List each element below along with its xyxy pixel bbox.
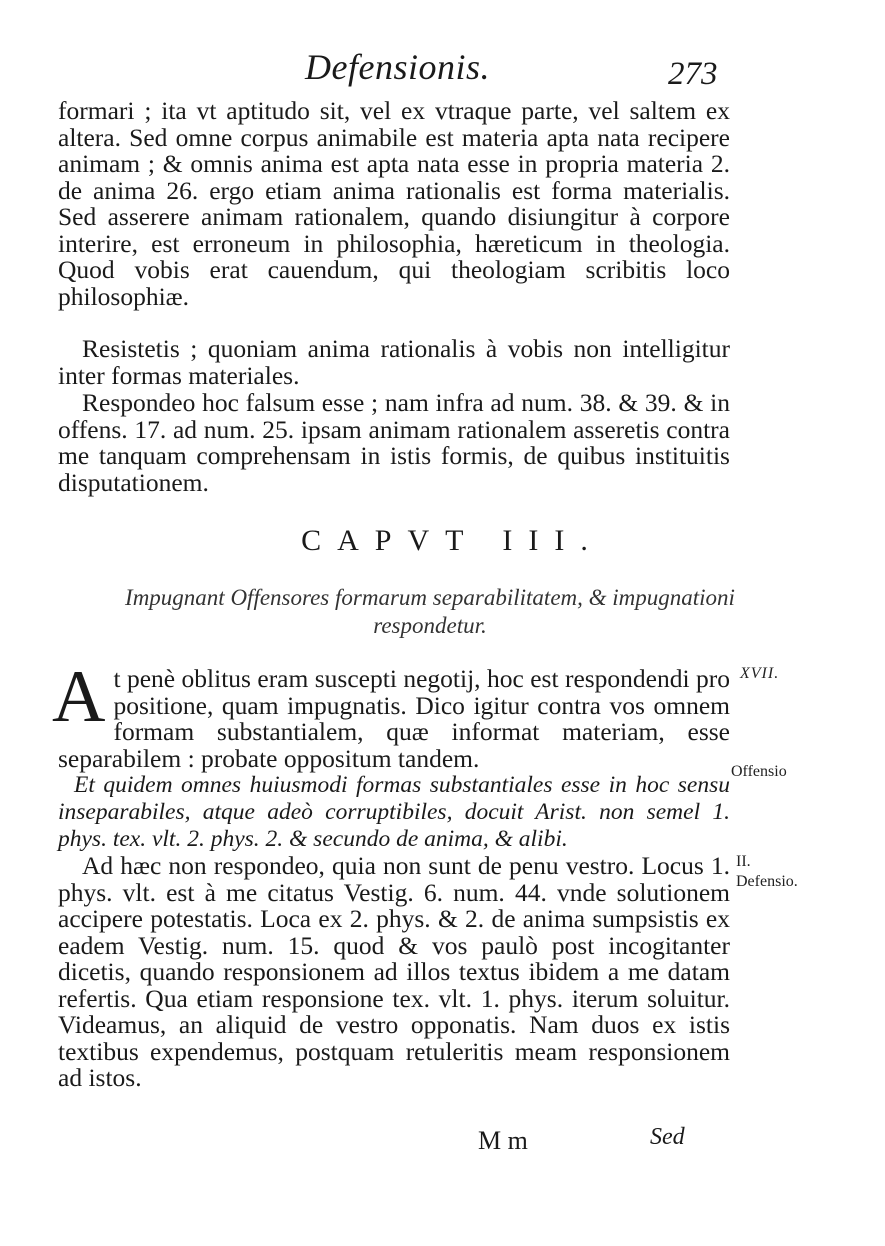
signature-mark: M m bbox=[478, 1126, 528, 1155]
paragraph-1 bbox=[58, 98, 730, 310]
opening-paragraph bbox=[52, 656, 730, 773]
paragraph-2 bbox=[58, 336, 730, 389]
opening-text: t penè oblitus eram suscepti negotij, hoc est respondendi pro positione, quam impugnatis. Dico igitur contra vos omnem formam substantialem, quæ informat materiam, esse separabilem : probate oppositum tandem. bbox=[58, 664, 730, 773]
chapter-body bbox=[52, 656, 730, 1092]
drop-cap: A bbox=[52, 656, 106, 738]
paragraph-text: Resistetis ; quoniam anima rationalis à vobis non intelligitur inter formas materiales. bbox=[58, 334, 730, 390]
page-footer bbox=[0, 1124, 885, 1164]
chapter-heading: CAPVT III. bbox=[301, 524, 604, 557]
response-paragraph: Ad hæc non respondeo, quia non sunt de penu vestro. Locus 1. phys. vlt. est à me citatus Vestig. 6. num. 44. vnde solutionem accipere potestatis. Loca ex 2. phys. & 2. de anima sumpsistis ex eadem Vestig. num. 15. quod & vos paulò post incogitanter dicetis, quando responsionem ad illos textus ibidem a me datam refertis. Qua etiam responsione tex. vlt. 1. phys. iterum soluitur. Videamus, an aliquid de vestro opponatis. Nam duos ex istis textibus expendemus, postquam retuleritis meam responsionem ad istos. bbox=[58, 851, 730, 1092]
margin-note-offensio: Offensio bbox=[731, 763, 787, 780]
margin-note-number: XVII. bbox=[740, 665, 780, 682]
quoted-objection: Et quidem omnes huiusmodi formas substantiales esse in hoc sensu inseparabiles, atque adeò corruptibiles, docuit Arist. non semel 1. phys. tex. vlt. 2. phys. 2. & secundo de anima, & alibi. bbox=[58, 772, 730, 852]
chapter-subtitle: Impugnant Offensores formarum separabilitatem, & impugnationi respondetur. bbox=[125, 585, 735, 638]
paragraph-text: Respondeo hoc falsum esse ; nam infra ad num. 38. & 39. & in offens. 17. ad num. 25. ipsam animam rationalem asseretis contra me tanquam comprehensam in istis formis, de quibus instituitis disputationem. bbox=[58, 388, 730, 497]
page-number: 273 bbox=[668, 56, 718, 92]
running-head bbox=[0, 42, 885, 92]
paragraph-3 bbox=[58, 390, 730, 496]
running-title: Defensionis. bbox=[305, 47, 490, 87]
margin-note-defensio: II. Defensio. bbox=[736, 853, 798, 890]
paragraph-text: formari ; ita vt aptitudo sit, vel ex vtraque parte, vel saltem ex altera. Sed omne corpus animabile est materia apta nata recipere animam ; & omnis anima est apta nata esse in propria materia 2. de anima 26. ergo etiam anima rationalis est forma materialis. Sed asserere animam rationalem, quando disiungitur à corpore interire, est erroneum in philosophia, hæreticum in theologia. Quod vobis erat cauendum, qui theologiam scribitis loco philosophiæ. bbox=[58, 96, 730, 311]
catchword: Sed bbox=[650, 1124, 685, 1150]
